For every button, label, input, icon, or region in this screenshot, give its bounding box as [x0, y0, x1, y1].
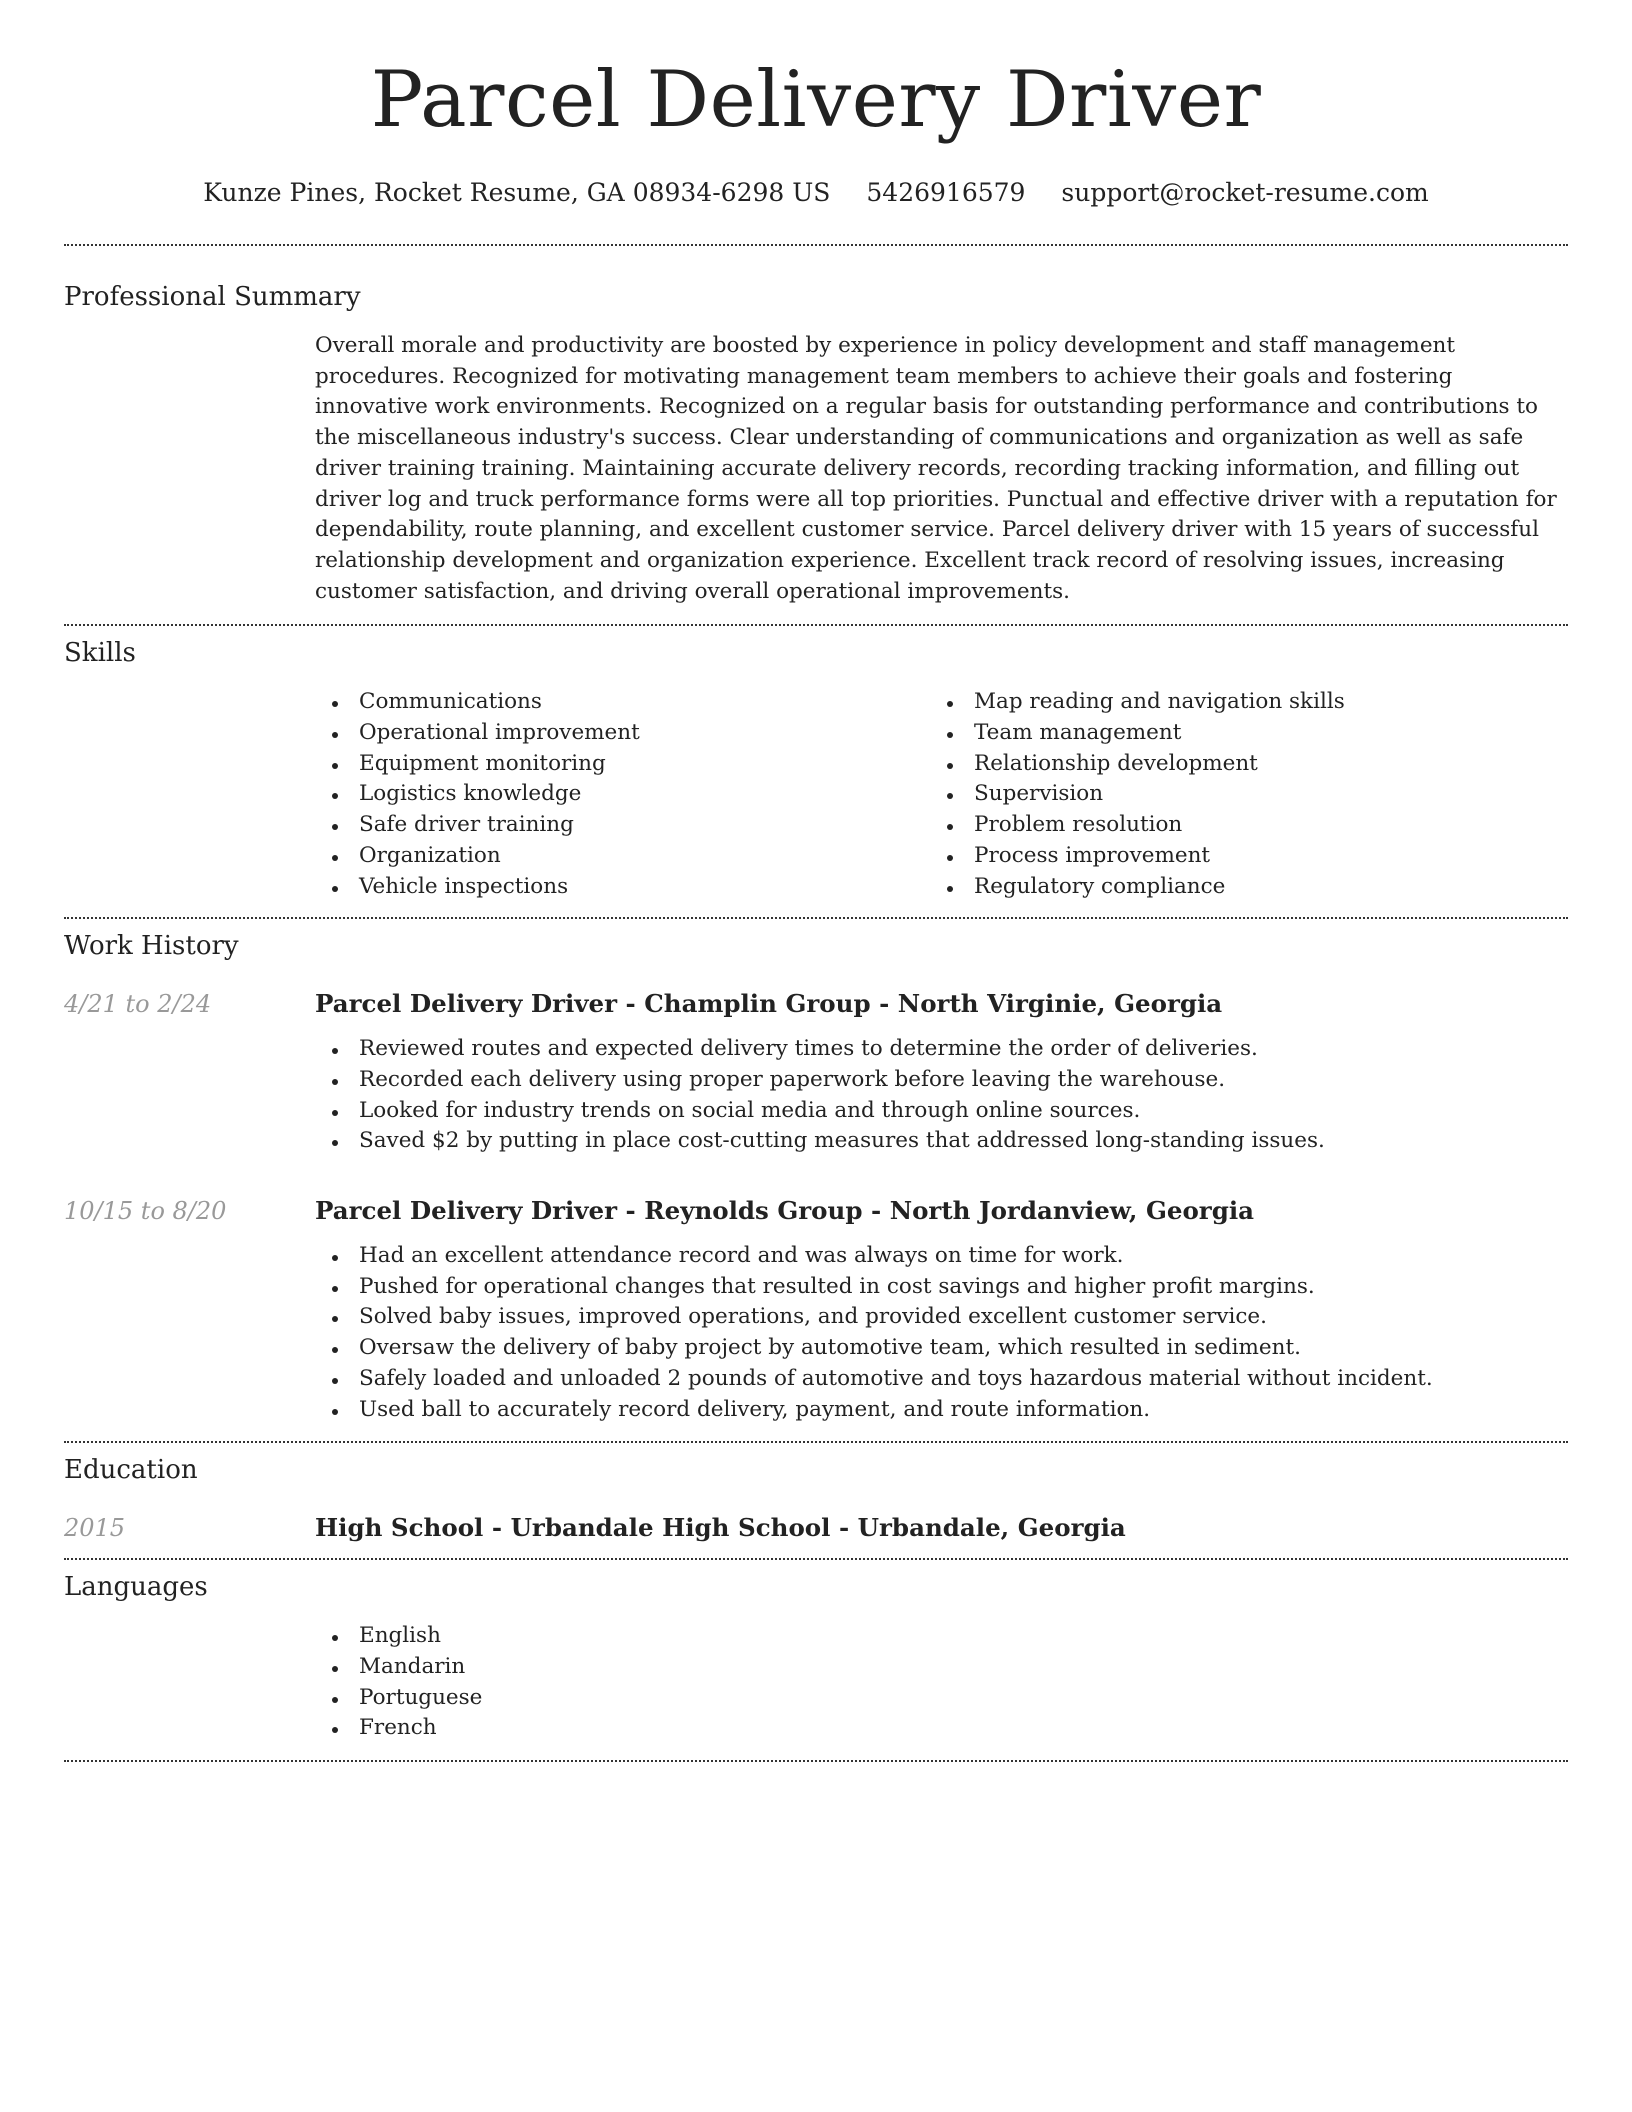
job-bullet: Safely loaded and unloaded 2 pounds of automotive and toys hazardous material without incident.	[315, 1364, 1568, 1395]
work-title: Work History	[64, 931, 239, 962]
skill-item: Problem resolution	[930, 810, 1545, 841]
languages-divider	[64, 1760, 1568, 1762]
job-bullet: Had an excellent attendance record and was always on time for work.	[315, 1241, 1568, 1272]
skills-list-left	[315, 687, 930, 902]
job-bullet: Solved baby issues, improved operations, and provided excellent customer service.	[315, 1302, 1568, 1333]
skill-item: Relationship development	[930, 749, 1545, 780]
education-year: 2015	[64, 1514, 126, 1543]
contact-email: support@rocket-resume.com	[1061, 178, 1429, 207]
job-bullet: Recorded each delivery using proper paperwork before leaving the warehouse.	[315, 1065, 1568, 1096]
job-heading: Parcel Delivery Driver - Champlin Group - North Virginie, Georgia	[315, 989, 1223, 1019]
resume-page	[64, 0, 1568, 1762]
skills-section	[64, 626, 1568, 902]
summary-text: Overall morale and productivity are boosted by experience in policy development and staff management procedures. Recognized for motivating management team members to achieve their goals and fostering innovative work environments. Recognized on a regular basis for outstanding performance and contributions to the miscellaneous industry's success. Clear understanding of communications and organization as well as safe driver training training. Maintaining accurate delivery records, recording tracking information, and filling out driver log and truck performance forms were all top priorities. Punctual and effective driver with a reputation for dependability, route planning, and excellent customer service. Parcel delivery driver with 15 years of successful relationship development and organization experience. Excellent track record of resolving issues, increasing customer satisfaction, and driving overall operational improvements.	[315, 333, 1557, 604]
job-bullets	[315, 1241, 1568, 1425]
skill-item: Team management	[930, 718, 1545, 749]
job-bullet: Oversaw the delivery of baby project by automotive team, which resulted in sediment.	[315, 1333, 1568, 1364]
skill-item: Process improvement	[930, 841, 1545, 872]
contact-line	[64, 176, 1568, 210]
job-bullet: Used ball to accurately record delivery, payment, and route information.	[315, 1395, 1568, 1426]
language-item: English	[315, 1621, 1568, 1652]
job-bullet: Pushed for operational changes that resulted in cost savings and higher profit margins.	[315, 1272, 1568, 1303]
skill-item: Vehicle inspections	[315, 872, 930, 903]
languages-title: Languages	[64, 1572, 208, 1603]
skill-item: Safe driver training	[315, 810, 930, 841]
education-section	[64, 1443, 1568, 1545]
work-section	[64, 919, 1568, 1425]
skill-item: Equipment monitoring	[315, 749, 930, 780]
skill-item: Operational improvement	[315, 718, 930, 749]
job-bullet: Saved $2 by putting in place cost-cutting measures that addressed long-standing issues.	[315, 1126, 1568, 1157]
resume-name: Parcel Delivery Driver	[370, 55, 1262, 145]
skill-item: Supervision	[930, 779, 1545, 810]
job-dates: 10/15 to 8/20	[64, 1197, 227, 1226]
summary-title: Professional Summary	[64, 282, 361, 312]
skills-list-right	[930, 687, 1545, 902]
education-heading: High School - Urbandale High School - Urbandale, Georgia	[315, 1513, 1126, 1543]
education-entry	[64, 1511, 1568, 1545]
job-bullet: Reviewed routes and expected delivery times to determine the order of deliveries.	[315, 1034, 1568, 1065]
skill-item: Logistics knowledge	[315, 779, 930, 810]
skill-item: Communications	[315, 687, 930, 718]
contact-phone: 5426916579	[866, 178, 1026, 207]
job-bullet: Looked for industry trends on social media and through online sources.	[315, 1096, 1568, 1127]
contact-address: Kunze Pines, Rocket Resume, GA 08934-6298 US	[203, 178, 831, 207]
language-item: Mandarin	[315, 1652, 1568, 1683]
job-entry	[64, 1194, 1568, 1425]
language-item: Portuguese	[315, 1683, 1568, 1714]
job-dates: 4/21 to 2/24	[64, 990, 212, 1019]
skill-item: Organization	[315, 841, 930, 872]
skills-title: Skills	[64, 638, 136, 669]
summary-section	[64, 246, 1568, 607]
languages-section	[64, 1560, 1568, 1744]
skill-item: Map reading and navigation skills	[930, 687, 1545, 718]
skill-item: Regulatory compliance	[930, 872, 1545, 903]
languages-list	[315, 1621, 1568, 1744]
job-bullets	[315, 1034, 1568, 1157]
language-item: French	[315, 1713, 1568, 1744]
job-entry	[64, 987, 1568, 1157]
job-heading: Parcel Delivery Driver - Reynolds Group - North Jordanview, Georgia	[315, 1196, 1255, 1226]
education-title: Education	[64, 1455, 198, 1486]
